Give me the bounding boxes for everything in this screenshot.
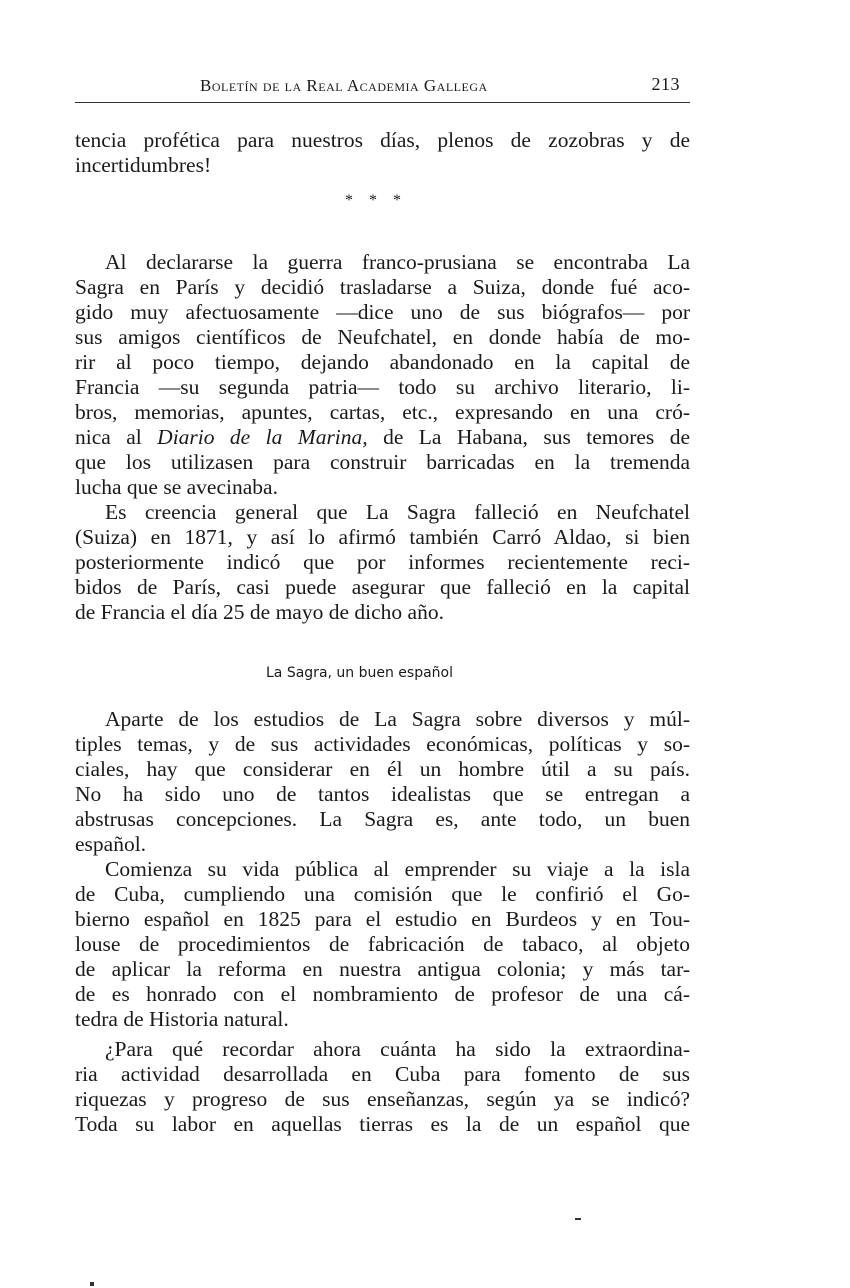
- text-line: ria actividad desarrollada en Cuba para fomento de sus: [75, 1062, 690, 1086]
- paragraph-4: [75, 857, 690, 1032]
- text-line: Al declararse la guerra franco-prusiana se encontraba La: [105, 250, 690, 274]
- text-line: lucha que se avecinaba.: [75, 475, 278, 499]
- text-line: sus amigos científicos de Neufchatel, en donde había de mo-: [75, 325, 690, 349]
- text-line: louse de procedimientos de fabricación de tabaco, al objeto: [75, 932, 690, 956]
- text-line: Aparte de los estudios de La Sagra sobre diversos y múl-: [105, 707, 690, 731]
- paragraph-5: [75, 1037, 690, 1137]
- text-line: bidos de París, casi puede asegurar que falleció en la capital: [75, 575, 690, 599]
- paragraph-1: [75, 250, 690, 500]
- text-line: tiples temas, y de sus actividades económicas, políticas y so-: [75, 732, 690, 756]
- text-line: abstrusas concepciones. La Sagra es, ante todo, un buen: [75, 807, 690, 831]
- intro-paragraph: [75, 128, 690, 178]
- text-line: de aplicar la reforma en nuestra antigua colonia; y más tar-: [75, 957, 690, 981]
- text-line: rir al poco tiempo, dejando abandonado en la capital de: [75, 350, 690, 374]
- text-line: posteriormente indicó que por informes recientemente reci-: [75, 550, 690, 574]
- text-line: que los utilizasen para construir barricadas en la tremenda: [75, 450, 690, 474]
- text-line: (Suiza) en 1871, y así lo afirmó también Carró Aldao, si bien: [75, 525, 690, 549]
- text-segment: de La Habana, sus temores de: [383, 425, 690, 449]
- text-line: bierno español en 1825 para el estudio en Burdeos y en Tou-: [75, 907, 690, 931]
- paragraph-3: [75, 707, 690, 857]
- text-segment: nica al: [75, 425, 142, 449]
- text-line: de Cuba, cumpliendo una comisión que le confirió el Go-: [75, 882, 690, 906]
- text-line: Comienza su vida pública al emprender su viaje a la isla: [105, 857, 690, 881]
- text-line: Francia —su segunda patria— todo su archivo literario, li-: [75, 375, 690, 399]
- text-line: tedra de Historia natural.: [75, 1007, 289, 1031]
- text-line: español.: [75, 832, 147, 856]
- journal-title: Boletín de la Real Academia Gallega: [200, 76, 488, 95]
- scan-speck: [575, 1218, 581, 1220]
- header-rule: [75, 102, 690, 103]
- text-line: ¿Para qué recordar ahora cuánta ha sido la extraordina-: [105, 1037, 690, 1061]
- text-line: Sagra en París y decidió trasladarse a Suiza, donde fué aco-: [75, 275, 690, 299]
- text-line: Toda su labor en aquellas tierras es la de un español que: [75, 1112, 690, 1136]
- running-header: [75, 72, 690, 96]
- text-line: bros, memorias, apuntes, cartas, etc., expresando en una cró-: [75, 400, 690, 424]
- newspaper-title: Diario de la Marina,: [157, 425, 368, 449]
- text-line: No ha sido uno de tantos idealistas que se entregan a: [75, 782, 690, 806]
- text-line: de es honrado con el nombramiento de profesor de una cá-: [75, 982, 690, 1006]
- text-line: gido muy afectuosamente —dice uno de sus biógrafos— por: [75, 300, 690, 324]
- text-line: tencia profética para nuestros días, plenos de zozobras y de: [75, 128, 690, 152]
- section-separator: * * *: [345, 192, 407, 209]
- paragraph-2: [75, 500, 690, 625]
- text-line: Es creencia general que La Sagra falleció en Neufchatel: [105, 500, 690, 524]
- text-line: ciales, hay que considerar en él un hombre útil a su país.: [75, 757, 690, 781]
- text-line: incertidumbres!: [75, 153, 212, 177]
- text-line: [75, 425, 690, 450]
- text-line: de Francia el día 25 de mayo de dicho año.: [75, 600, 444, 624]
- page-number: 213: [651, 74, 680, 94]
- scan-speck: [90, 1282, 94, 1286]
- text-line: riquezas y progreso de sus enseñanzas, según ya se indicó?: [75, 1087, 690, 1111]
- section-heading: La Sagra, un buen español: [266, 665, 454, 681]
